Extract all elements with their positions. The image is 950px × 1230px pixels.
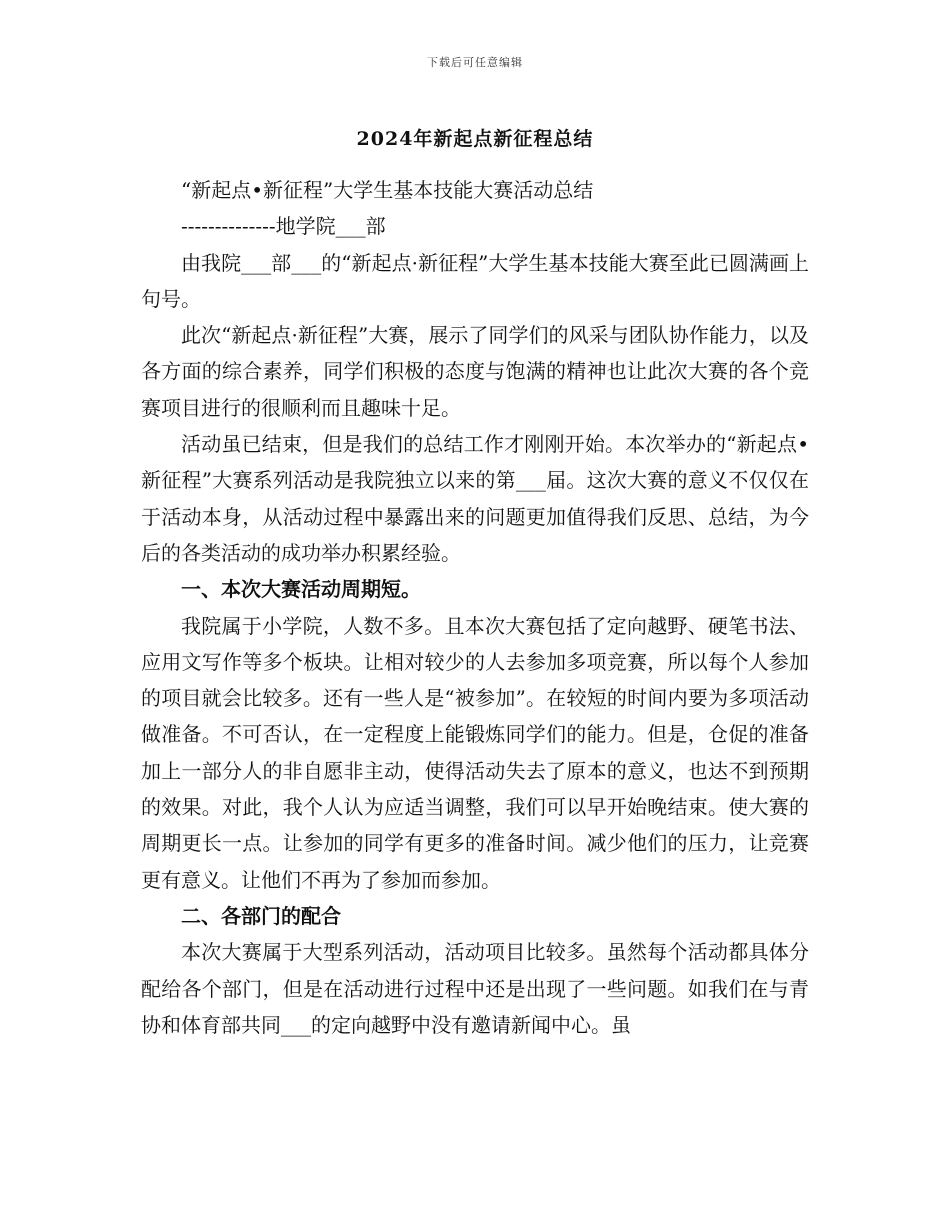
- subtitle-paragraph: “新起点•新征程”大学生基本技能大赛活动总结: [181, 178, 594, 202]
- document-title: 2024年新起点新征程总结: [356, 128, 594, 150]
- body-paragraph: 本次大赛属于大型系列活动，活动项目比较多。虽然每个活动都具体分配给各个部门，但是在活动进行过程中还是出现了一些问题。如我们在与青协和体育部共同___的定向越野中没有邀请新闻中心。虽: [141, 940, 809, 1037]
- body-paragraph: 我院属于小学院，人数不多。且本次大赛包括了定向越野、硬笔书法、应用文写作等多个板块。让相对较少的人去参加多项竞赛，所以每个人参加的项目就会比较多。还有一些人是“被参加”。在较短的时间内要为多项活动做准备。不可否认，在一定程度上能锻炼同学们的能力。但是，仓促的准备加上一部分人的非自愿非主动，使得活动失去了原本的意义，也达不到预期的效果。对此，我个人认为应适当调整，我们可以早开始晚结束。使大赛的周期更长一点。让参加的同学有更多的准备时间。减少他们的压力，让竞赛更有意义。让他们不再为了参加而参加。: [141, 613, 809, 892]
- signature-line: --------------地学院___部: [181, 214, 386, 239]
- section-heading: 二、各部门的配合: [181, 903, 341, 928]
- body-paragraph: 活动虽已结束，但是我们的总结工作才刚刚开始。本次举办的“新起点•新征程”大赛系列活动是我院独立以来的第___届。这次大赛的意义不仅仅在于活动本身，从活动过程中暴露出来的问题更加值得我们反思、总结，为今后的各类活动的成功举办积累经验。: [141, 432, 809, 565]
- body-paragraph: 此次“新起点·新征程”大赛，展示了同学们的风采与团队协作能力，以及各方面的综合素养，同学们积极的态度与饱满的精神也让此次大赛的各个竞赛项目进行的很顺利而且趣味十足。: [141, 323, 809, 420]
- body-paragraph: 由我院___部___的“新起点·新征程”大学生基本技能大赛至此已圆满画上句号。: [141, 250, 809, 311]
- header-note: 下载后可任意编辑: [427, 56, 523, 69]
- document-body: [141, 172, 809, 1043]
- section-heading: 一、本次大赛活动周期短。: [181, 577, 421, 602]
